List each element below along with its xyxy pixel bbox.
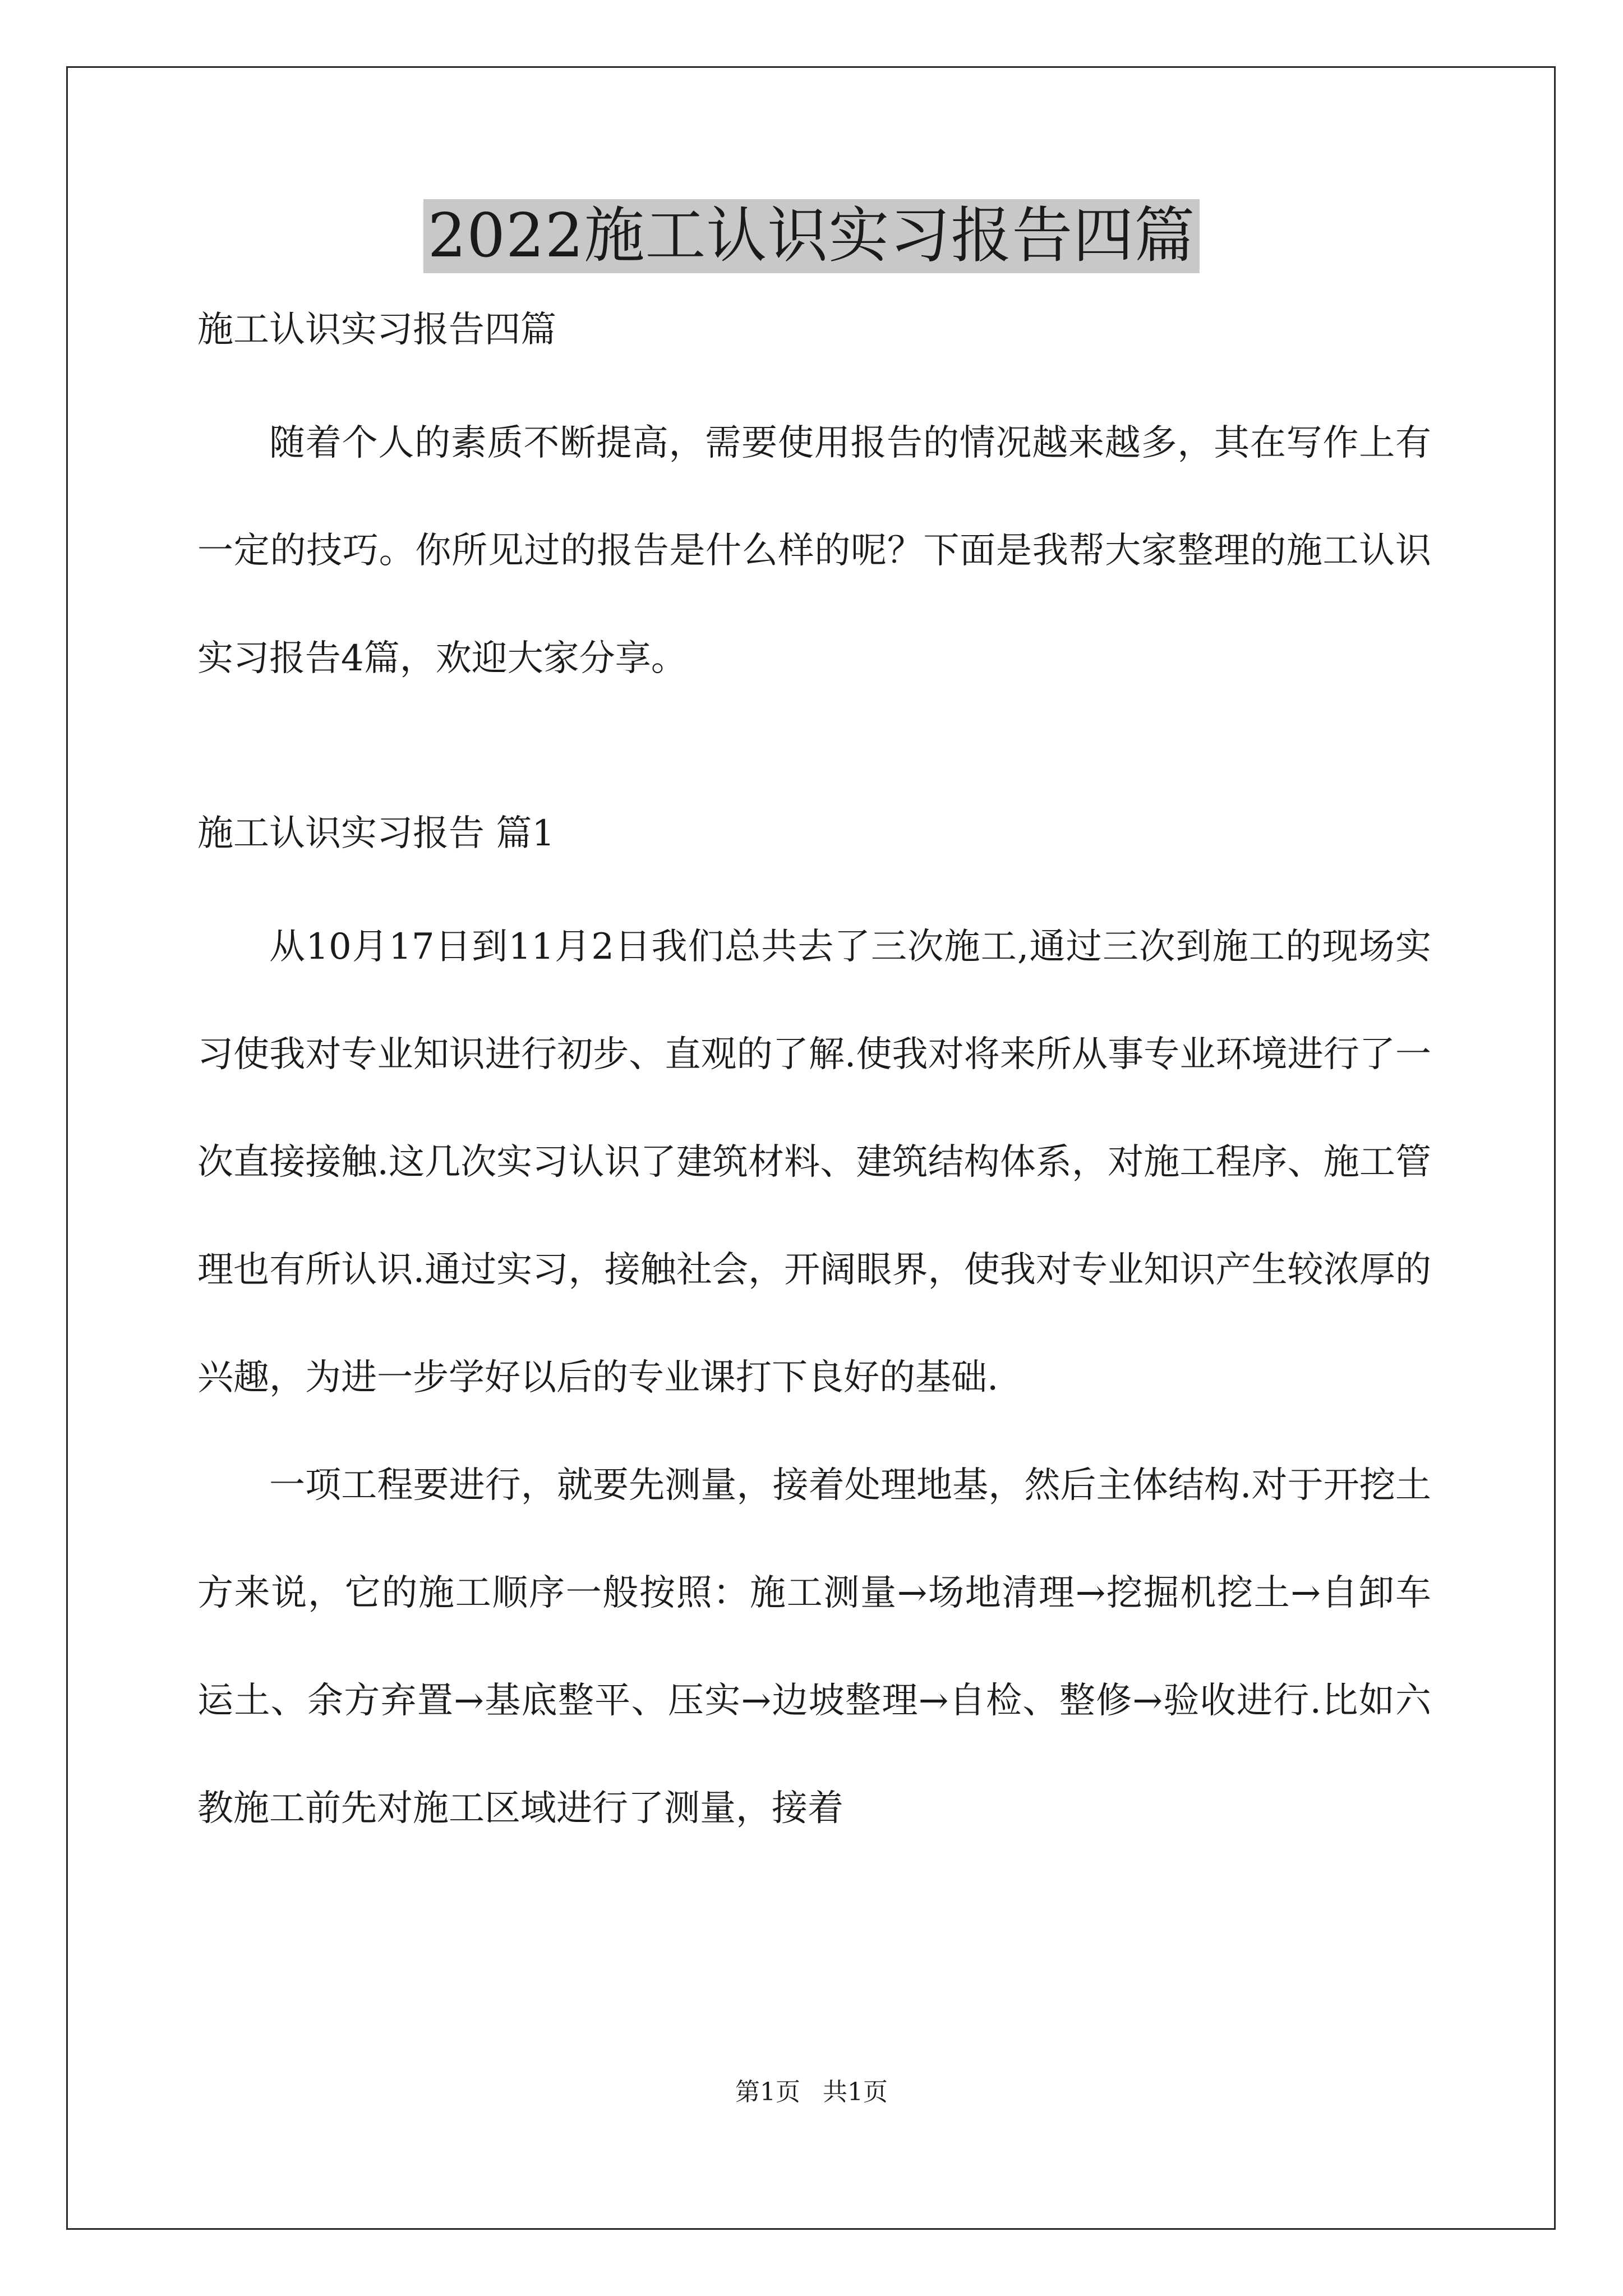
- document-body: [197, 303, 1431, 1862]
- page-footer: [0, 2076, 1623, 2109]
- page-number-total: 共1页: [823, 2078, 888, 2106]
- title-container: [0, 199, 1623, 273]
- document-subtitle: 施工认识实习报告四篇: [197, 309, 556, 351]
- body-paragraph-1: 从10月17日到11月2日我们总共去了三次施工,通过三次到施工的现场实习使我对专业知识进行初步、直观的了解.使我对将来所从事专业环境进行了一次直接接触.这几次实习认识了建筑材料、建筑结构体系，对施工程序、施工管理也有所认识.通过实习，接触社会，开阔眼界，使我对专业知识产生较浓厚的兴趣，为进一步学好以后的专业课打下良好的基础.: [197, 926, 1431, 1398]
- document-title: 2022施工认识实习报告四篇: [423, 199, 1200, 273]
- intro-paragraph: 随着个人的素质不断提高，需要使用报告的情况越来越多，其在写作上有一定的技巧。你所见过的报告是什么样的呢？下面是我帮大家整理的施工认识实习报告4篇，欢迎大家分享。: [197, 422, 1431, 679]
- section-heading: 施工认识实习报告 篇1: [197, 813, 555, 854]
- page-number-current: 第1页: [735, 2078, 800, 2106]
- body-paragraph-2: 一项工程要进行，就要先测量，接着处理地基，然后主体结构.对于开挖土方来说，它的施工顺序一般按照：施工测量→场地清理→挖掘机挖土→自卸车运土、余方弃置→基底整平、压实→边坡整理→自检、整修→验收进行.比如六教施工前先对施工区域进行了测量，接着: [197, 1465, 1431, 1829]
